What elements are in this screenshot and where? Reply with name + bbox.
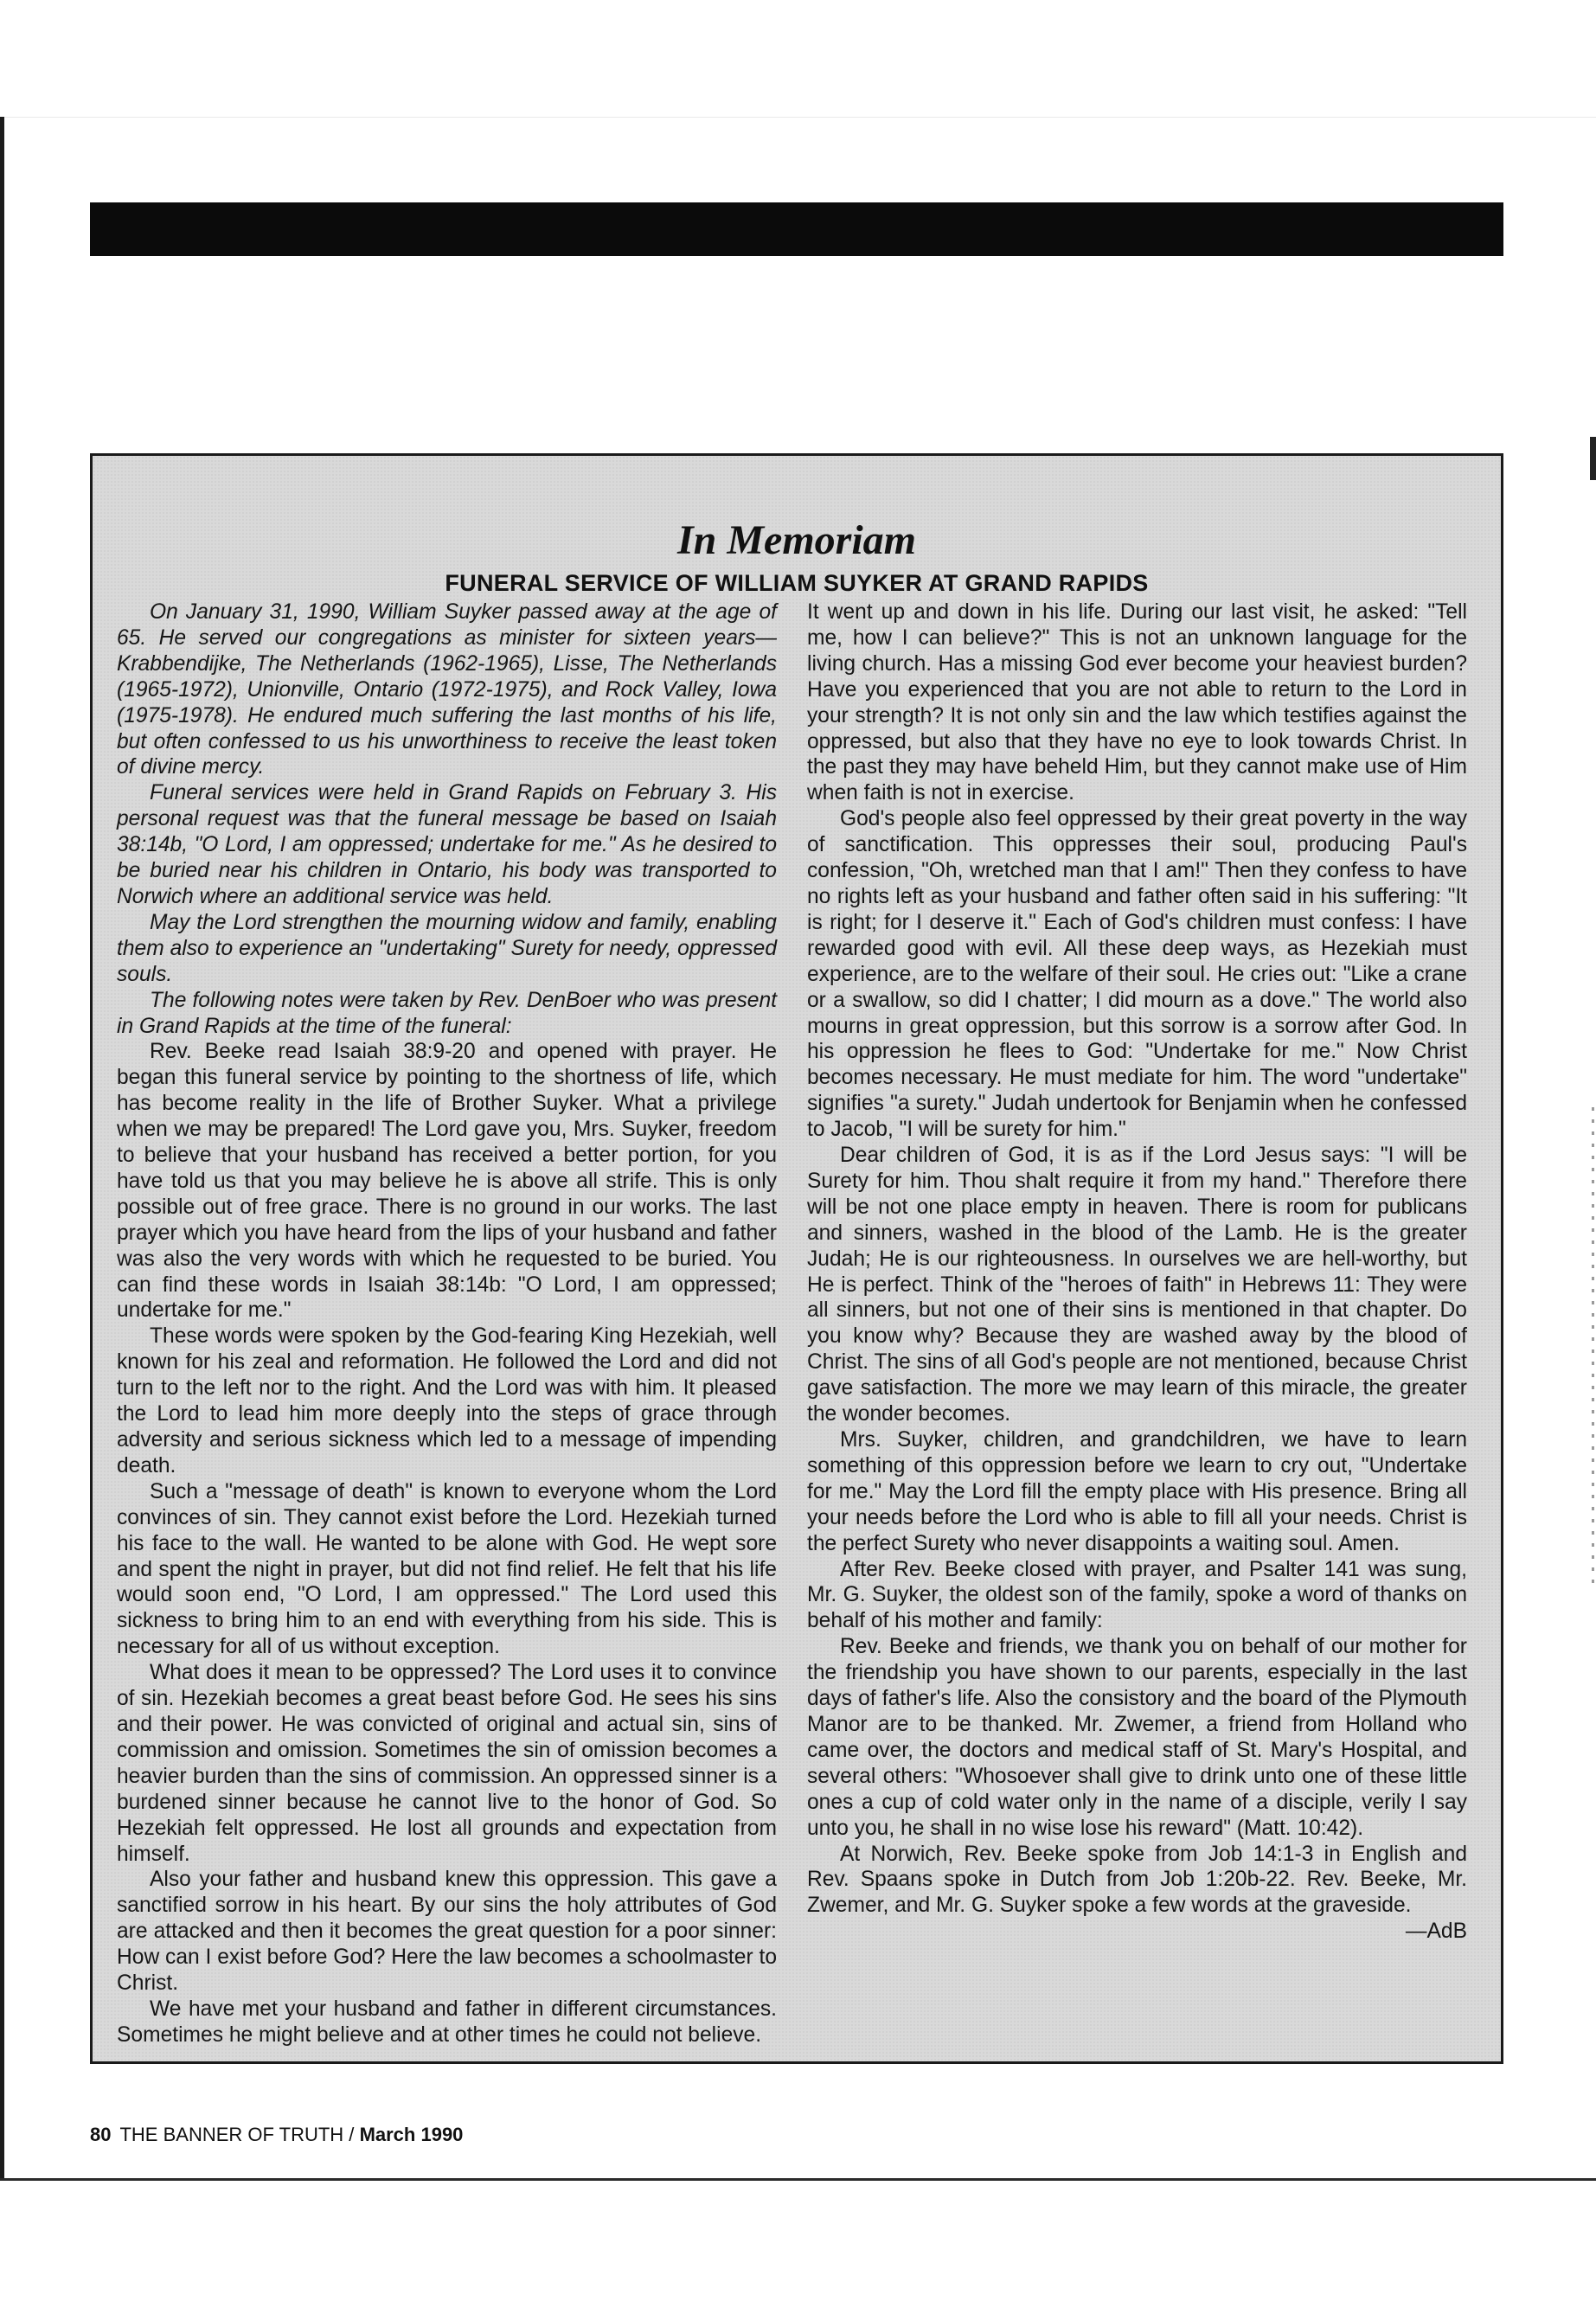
- body-paragraph: It went up and down in his life. During our last visit, he asked: "Tell me, how I can believe?" This is not an unknown language for the living church. Has a missing God ever become your heaviest burden? Have you experienced that you are not able to return to the Lord in your strength? It is not only sin and the law which testifies against the oppressed, but also that they have no eye to look towards Christ. In the past they may have beheld Him, but they cannot make use of Him when faith is not in exercise.: [807, 600, 1467, 805]
- body-paragraph: Such a "message of death" is known to everyone whom the Lord convinces of sin. They cannot exist before the Lord. Hezekiah turned his face to the wall. He wanted to be alone with God. He wept sore and spent the night in prayer, but did not find relief. He felt that his life would soon end, "O Lord, I am oppressed." The Lord used this sickness to bring him to an end with everything from his side. This is necessary for all of us without exception.: [117, 1479, 777, 1659]
- scan-right-mark: [1590, 437, 1596, 480]
- intro-paragraph: The following notes were taken by Rev. DenBoer who was present in Grand Rapids at the time of the funeral:: [117, 988, 777, 1038]
- scan-right-ticks: [1592, 1107, 1594, 1592]
- body-paragraph: Also your father and husband knew this oppression. This gave a sanctified sorrow in his heart. By our sins the holy attributes of God are attacked and then it becomes the great question for a poor sinner: How can I exist before God? Here the law becomes a schoolmaster to Christ.: [117, 1868, 777, 1996]
- article-subtitle: FUNERAL SERVICE OF WILLIAM SUYKER AT GRAND RAPIDS: [445, 570, 1149, 596]
- scan-left-edge: [0, 117, 4, 2180]
- page-number: 80: [90, 2124, 112, 2145]
- right-column: [807, 599, 1467, 1945]
- publication-name: THE BANNER OF TRUTH /: [119, 2124, 355, 2145]
- header-bar: [90, 202, 1503, 256]
- body-paragraph: God's people also feel oppressed by their great poverty in the way of sanctification. This oppresses their soul, producing Paul's confession, "Oh, wretched man that I am!" Then they confess to have no rights left as your husband and father often said in his suffering: "It is right; for I deserve it." Each of God's children must confess: I have rewarded good with evil. All these deep ways, as Hezekiah must experience, are to the welfare of their soul. He cries out: "Like a crane or a swallow, so did I chatter; I did mourn as a dove." The world also mourns in great oppression, but this sorrow is a sorrow after God. In his oppression he flees to God: "Undertake for me." Now Christ becomes necessary. He must mediate for him. The word "undertake" signifies "a surety." Judah undertook for Benjamin when he confessed to Jacob, "I will be surety for him.": [807, 807, 1467, 1142]
- author-signature: —AdB: [1405, 1920, 1467, 1944]
- body-paragraph: Mrs. Suyker, children, and grandchildren, we have to learn something of this oppression before we learn to cry out, "Undertake for me." May the Lord fill the empty place with His presence. Bring all your needs before the Lord who is able to fill all your needs. Christ is the perfect Surety who never disappoints a waiting soul. Amen.: [807, 1428, 1467, 1555]
- body-paragraph: Rev. Beeke read Isaiah 38:9-20 and opened with prayer. He began this funeral service by pointing to the shortness of life, which has become reality in the life of Brother Suyker. What a privilege when we may be prepared! The Lord gave you, Mrs. Suyker, freedom to believe that your husband has received a better portion, for you have told us that you may believe he is above all strife. This is only possible out of free grace. There is no ground in our works. The last prayer which you have heard from the lips of your husband and father was also the very words with which he requested to be buried. You can find these words in Isaiah 38:14b: "O Lord, I am oppressed; undertake for me.": [117, 1040, 777, 1323]
- article-title: In Memoriam: [676, 517, 917, 563]
- page-footer: [90, 2124, 869, 2146]
- body-paragraph: We have met your husband and father in different circumstances. Sometimes he might believe and at other times he could not believe.: [117, 1997, 777, 2047]
- body-paragraph: Dear children of God, it is as if the Lord Jesus says: "I will be Surety for him. Thou shalt require it from my hand." Therefore there will be not one place empty in heaven. There is room for publicans and sinners, washed in the blood of the Lamb. He is the greater Judah; He is our righteousness. In ourselves we are hell-worthy, but He is perfect. Think of the "heroes of faith" in Hebrews 11: They were all sinners, but not one of their sins is mentioned in that chapter. Do you know why? Because they are washed away by the blood of Christ. The sins of all God's people are not mentioned, because Christ gave satisfaction. The more we may learn of this miracle, the greater the wonder becomes.: [807, 1144, 1467, 1426]
- left-column: [117, 599, 777, 2048]
- body-paragraph: These words were spoken by the God-fearing King Hezekiah, well known for his zeal and reformation. He followed the Lord and did not turn to the left nor to the right. And the Lord was with him. It pleased the Lord to lead him more deeply into the steps of grace through adversity and serious sickness which led to a message of impending death.: [117, 1324, 777, 1477]
- intro-paragraph: Funeral services were held in Grand Rapids on February 3. His personal request was that the funeral message be based on Isaiah 38:14b, "O Lord, I am oppressed; undertake for me." As he desired to be buried near his children in Ontario, his body was transported to Norwich where an additional service was held.: [117, 781, 777, 908]
- scan-margin-top: [0, 0, 1596, 118]
- memoriam-box: [90, 453, 1503, 2064]
- body-paragraph: At Norwich, Rev. Beeke spoke from Job 14:1-3 in English and Rev. Spaans spoke in Dutch from Job 1:20b-22. Rev. Beeke, Mr. Zwemer, and Mr. G. Suyker spoke a few words at the graveside.: [807, 1842, 1467, 1918]
- issue-date: March 1990: [359, 2124, 464, 2145]
- body-paragraph: What does it mean to be oppressed? The Lord uses it to convince of sin. Hezekiah becomes a great beast before God. He sees his sins and their power. He was convicted of original and actual sin, sins of commission and omission. Sometimes the sin of omission becomes a heavier burden than the sins of commission. An oppressed sinner is a burdened sinner because he cannot live to the honor of God. So Hezekiah felt oppressed. He lost all grounds and expectation from himself.: [117, 1661, 777, 1866]
- scan-bottom-line: [0, 2178, 1596, 2181]
- body-paragraph: After Rev. Beeke closed with prayer, and Psalter 141 was sung, Mr. G. Suyker, the oldest son of the family, spoke a word of thanks on behalf of his mother and family:: [807, 1557, 1467, 1633]
- body-paragraph: Rev. Beeke and friends, we thank you on behalf of our mother for the friendship you have shown to our parents, especially in the last days of father's life. Also the consistory and the board of the Plymouth Manor are to be thanked. Mr. Zwemer, a friend from Holland who came over, the doctors and medical staff of St. Mary's Hospital, and several others: "Whosoever shall give to drink unto one of these little ones a cup of cold water only in the name of a disciple, verily I say unto you, he shall in no wise lose his reward" (Matt. 10:42).: [807, 1635, 1467, 1840]
- intro-paragraph: May the Lord strengthen the mourning widow and family, enabling them also to experience an "undertaking" Surety for needy, oppressed souls.: [117, 910, 777, 986]
- intro-paragraph: On January 31, 1990, William Suyker passed away at the age of 65. He served our congregations as minister for sixteen years—Krabbendijke, The Netherlands (1962-1965), Lisse, The Netherlands (1965-1972), Unionville, Ontario (1972-1975), and Rock Valley, Iowa (1975-1978). He endured much suffering the last months of his life, but often confessed to us his unworthiness to receive the least token of divine mercy.: [117, 600, 777, 779]
